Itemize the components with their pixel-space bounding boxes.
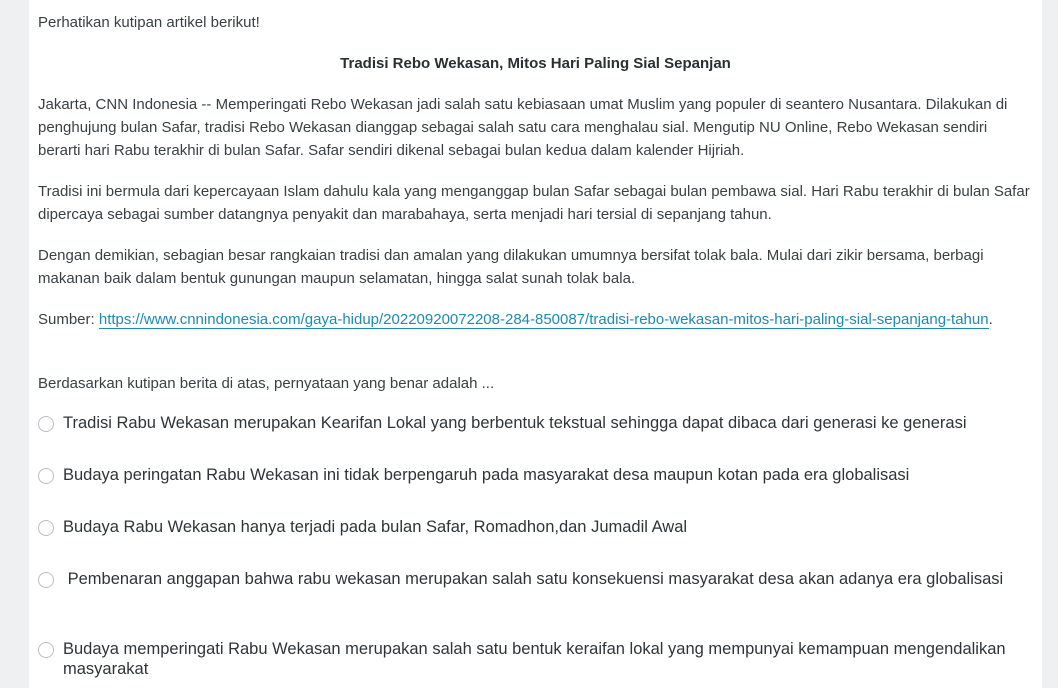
answer-option-label: Budaya Rabu Wekasan hanya terjadi pada bulan Safar, Romadhon,dan Jumadil Awal xyxy=(63,518,688,536)
article-title: Tradisi Rebo Wekasan, Mitos Hari Paling Sial Sepanjan xyxy=(340,55,731,72)
answer-option-5[interactable] xyxy=(38,639,1028,679)
article-paragraph-1: Jakarta, CNN Indonesia -- Memperingati Rebo Wekasan jadi salah satu kebiasaan umat Muslim yang populer di seantero Nusantara. Dilakukan di penghujung bulan Safar, tradisi Rebo Wekasan dianggap sebagai salah satu cara menghalau sial. Mengutip NU Online, Rebo Wekasan sendiri berarti hari Rabu terakhir di bulan Safar. Safar sendiri dikenal sebagai bulan kedua dalam kalender Hijriah. xyxy=(38,96,1008,159)
answer-option-2[interactable] xyxy=(38,465,1028,485)
source-suffix: . xyxy=(988,311,993,328)
answer-option-1[interactable] xyxy=(38,413,1028,433)
answer-option-label: Pembenaran anggapan bahwa rabu wekasan merupakan salah satu konsekuensi masyarakat desa akan adanya era globalisasi xyxy=(63,570,1004,588)
answer-option-label: Budaya memperingati Rabu Wekasan merupakan salah satu bentuk keraifan lokal yang mempunyai kemampuan mengendalikan masyarakat xyxy=(63,640,1006,678)
answer-option-label: Budaya peringatan Rabu Wekasan ini tidak berpengaruh pada masyarakat desa maupun kotan pada era globalisasi xyxy=(63,466,910,484)
article-source xyxy=(38,308,1033,331)
answer-option-4[interactable] xyxy=(38,569,1028,589)
radio-button-3[interactable] xyxy=(38,520,54,536)
radio-button-5[interactable] xyxy=(38,642,54,658)
radio-button-4[interactable] xyxy=(38,572,54,588)
radio-button-2[interactable] xyxy=(38,468,54,484)
answer-option-label: Tradisi Rabu Wekasan merupakan Kearifan Lokal yang berbentuk tekstual sehingga dapat dibaca dari generasi ke generasi xyxy=(63,414,967,432)
article-paragraph-3: Dengan demikian, sebagian besar rangkaian tradisi dan amalan yang dilakukan umumnya bersifat tolak bala. Mulai dari zikir bersama, berbagi makanan baik dalam bentuk gunungan maupun selamatan, hingga salat sunah tolak bala. xyxy=(38,247,984,287)
source-label: Sumber: xyxy=(38,311,99,328)
answer-option-3[interactable] xyxy=(38,517,1028,537)
question-card xyxy=(29,0,1042,688)
article-paragraph-2: Tradisi ini bermula dari kepercayaan Islam dahulu kala yang menganggap bulan Safar sebagai bulan pembawa sial. Hari Rabu terakhir di bulan Safar dipercaya sebagai sumber datangnya penyakit dan marabahaya, serta menjadi hari tersial di sepanjang tahun. xyxy=(38,183,1030,223)
source-link[interactable]: https://www.cnnindonesia.com/gaya-hidup/20220920072208-284-850087/tradisi-rebo-wekasan-mitos-hari-paling-sial-sepanjang-tahun xyxy=(98,311,989,328)
question-text: Berdasarkan kutipan berita di atas, pernyataan yang benar adalah ... xyxy=(38,375,495,392)
radio-button-1[interactable] xyxy=(38,416,54,432)
intro-text: Perhatikan kutipan artikel berikut! xyxy=(38,14,260,31)
